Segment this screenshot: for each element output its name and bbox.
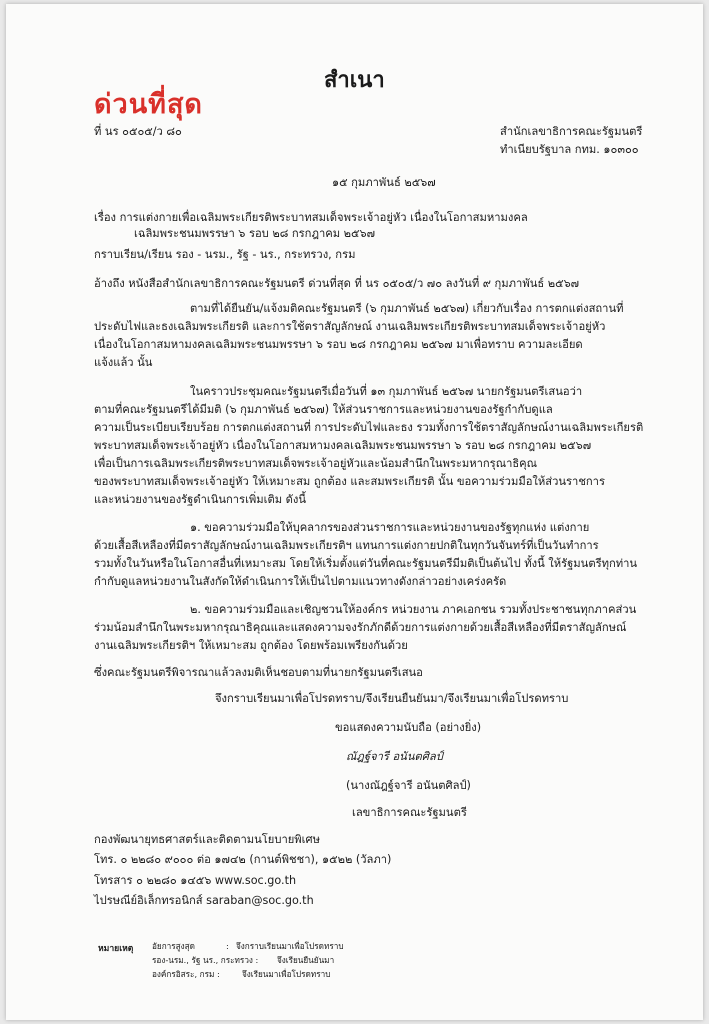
signature: ณัฎฐ์จารี อนันตศิลป์ <box>346 750 443 763</box>
signer-name: (นางณัฎฐ์จารี อนันตศิลป์) <box>346 779 471 792</box>
paragraph-1-line: เนื่องในโอกาสมหามงคลเฉลิมพระชนมพรรษา ๖ รอบ ๒๘ กรกฎาคม ๒๕๖๗ มาเพื่อทราบ ความละเอียด <box>94 338 583 351</box>
notes-recipient: อัยการสูงสุด <box>152 941 195 951</box>
notes-action: จึงเรียนมาเพื่อโปรดทราบ <box>242 969 331 979</box>
office-address: ทำเนียบรัฐบาล กทม. ๑๐๓๐๐ <box>500 143 639 156</box>
notes-recipient: องค์กรอิสระ, กรม : <box>152 969 220 979</box>
item-2-line: งานเฉลิมพระเกียรติฯ ให้เหมาะสม ถูกต้อง โดยพร้อมเพรียงกันด้วย <box>94 639 408 652</box>
paragraph-2-line: ในคราวประชุมคณะรัฐมนตรีเมื่อวันที่ ๑๓ กุมภาพันธ์ ๒๕๖๗ นายกรัฐมนตรีเสนอว่า <box>190 385 583 398</box>
signer-title: เลขาธิการคณะรัฐมนตรี <box>352 806 467 819</box>
office-name: สำนักเลขาธิการคณะรัฐมนตรี <box>500 125 643 138</box>
item-1-line: ด้วยเสื้อสีเหลืองที่มีตราสัญลักษณ์งานเฉลิมพระเกียรติฯ แทนการแต่งกายปกติในทุกวันจันทร์ที่เป็นวันทำการ <box>94 539 599 552</box>
paragraph-2-line: ตามที่คณะรัฐมนตรีได้มีมติ (๖ กุมภาพันธ์ ๒๕๖๗) ให้ส่วนราชการและหน่วยงานของรัฐกำกับดูแล <box>94 403 553 416</box>
salutation: กราบเรียน/เรียน รอง - นรม., รัฐ - นร., กระทรวง, กรม <box>94 248 356 261</box>
notes-colon: : <box>226 941 229 951</box>
paragraph-1-line: ตามที่ได้ยืนยัน/แจ้งมติคณะรัฐมนตรี (๖ กุมภาพันธ์ ๒๕๖๗) เกี่ยวกับเรื่อง การตกแต่งสถานที่ <box>190 302 624 315</box>
document-page <box>6 4 703 1020</box>
paragraph-2-line: เพื่อเป็นการเฉลิมพระเกียรติพระบาทสมเด็จพระเจ้าอยู่หัวและน้อมสำนึกในพระมหากรุณาธิคุณ <box>94 457 538 470</box>
closing-regards: ขอแสดงความนับถือ (อย่างยิ่ง) <box>335 721 482 734</box>
notes-label: หมายเหตุ <box>98 944 134 954</box>
item-1-line: กำกับดูแลหน่วยงานในสังกัดให้ดำเนินการให้เป็นไปตามแนวทางดังกล่าวอย่างเคร่งครัด <box>94 575 507 588</box>
document-number: ที่ นร ๐๕๐๕/ว ๘๐ <box>94 125 182 138</box>
item-2-line: ๒. ขอความร่วมมือและเชิญชวนให้องค์กร หน่วยงาน ภาคเอกชน รวมทั้งประชาชนทุกภาคส่วน <box>190 603 637 616</box>
notes-action: จึงกราบเรียนมาเพื่อโปรดทราบ <box>236 941 344 951</box>
paragraph-2-line: ความเป็นระเบียบเรียบร้อย การตกแต่งสถานที่ การประดับไฟและธง รวมทั้งการใช้ตราสัญลักษณ์งานเฉลิมพระเกียรติ <box>94 421 644 434</box>
copy-stamp: สำเนา <box>324 68 385 93</box>
document-date: ๑๕ กุมภาพันธ์ ๒๕๖๗ <box>332 176 436 189</box>
footer-phone: โทร. ๐ ๒๒๘๐ ๙๐๐๐ ต่อ ๑๗๔๒ (กานต์พิชชา), ๑๕๒๒ (วัลภา) <box>94 853 392 866</box>
reference: อ้างถึง หนังสือสำนักเลขาธิการคณะรัฐมนตรี ด่วนที่สุด ที่ นร ๐๕๐๕/ว ๗๐ ลงวันที่ ๙ กุมภาพันธ์ ๒๕๖๗ <box>94 277 580 290</box>
footer-division: กองพัฒนายุทธศาสตร์และติดตามนโยบายพิเศษ <box>94 833 320 846</box>
closing-request: จึงกราบเรียนมาเพื่อโปรดทราบ/จึงเรียนยืนยันมา/จึงเรียนมาเพื่อโปรดทราบ <box>215 692 569 705</box>
notes-action: จึงเรียนยืนยันมา <box>277 955 335 965</box>
urgency-stamp: ด่วนที่สุด <box>94 89 203 120</box>
item-2-line: ร่วมน้อมสำนึกในพระมหากรุณาธิคุณและแสดงความจงรักภักดีด้วยการแต่งกายด้วยเสื้อสีเหลืองที่มีตราสัญลักษณ์ <box>94 621 627 634</box>
paragraph-2-line: พระบาทสมเด็จพระเจ้าอยู่หัว เนื่องในโอกาสมหามงคลเฉลิมพระชนมพรรษา ๖ รอบ ๒๘ กรกฎาคม ๒๕๖๗ <box>94 439 592 452</box>
item-1-line: รวมทั้งในวันหรือในโอกาสอื่นที่เหมาะสม โดยให้เริ่มตั้งแต่วันที่คณะรัฐมนตรีมีมติเป็นต้นไป ทั้งนี้ ให้รัฐมนตรีทุกท่าน <box>94 557 638 570</box>
subject-line-1: เรื่อง การแต่งกายเพื่อเฉลิมพระเกียรติพระบาทสมเด็จพระเจ้าอยู่หัว เนื่องในโอกาสมหามงคล <box>94 211 528 224</box>
notes-recipient: รอง-นรม., รัฐ นร., กระทรวง : <box>152 955 259 965</box>
footer-email: ไปรษณีย์อิเล็กทรอนิกส์ saraban@soc.go.th <box>94 894 314 907</box>
paragraph-2-line: และหน่วยงานของรัฐดำเนินการเพิ่มเติม ดังนี้ <box>94 493 307 506</box>
paragraph-2-line: ของพระบาทสมเด็จพระเจ้าอยู่หัว ให้เหมาะสม ถูกต้อง และสมพระเกียรติ นั้น ขอความร่วมมือให้ส่วนราชการ <box>94 475 605 488</box>
item-1-line: ๑. ขอความร่วมมือให้บุคลากรของส่วนราชการและหน่วยงานของรัฐทุกแห่ง แต่งกาย <box>190 521 590 534</box>
paragraph-1-line: ประดับไฟและธงเฉลิมพระเกียรติ และการใช้ตราสัญลักษณ์ งานเฉลิมพระเกียรติพระบาทสมเด็จพระเจ้าอยู่หัว <box>94 320 606 333</box>
paragraph-1-line: แจ้งแล้ว นั้น <box>94 356 153 369</box>
resolution: ซึ่งคณะรัฐมนตรีพิจารณาแล้วลงมติเห็นชอบตามที่นายกรัฐมนตรีเสนอ <box>94 666 423 679</box>
subject-line-2: เฉลิมพระชนมพรรษา ๖ รอบ ๒๘ กรกฎาคม ๒๕๖๗ <box>134 227 376 240</box>
footer-fax: โทรสาร ๐ ๒๒๘๐ ๑๔๕๖ www.soc.go.th <box>94 874 297 887</box>
